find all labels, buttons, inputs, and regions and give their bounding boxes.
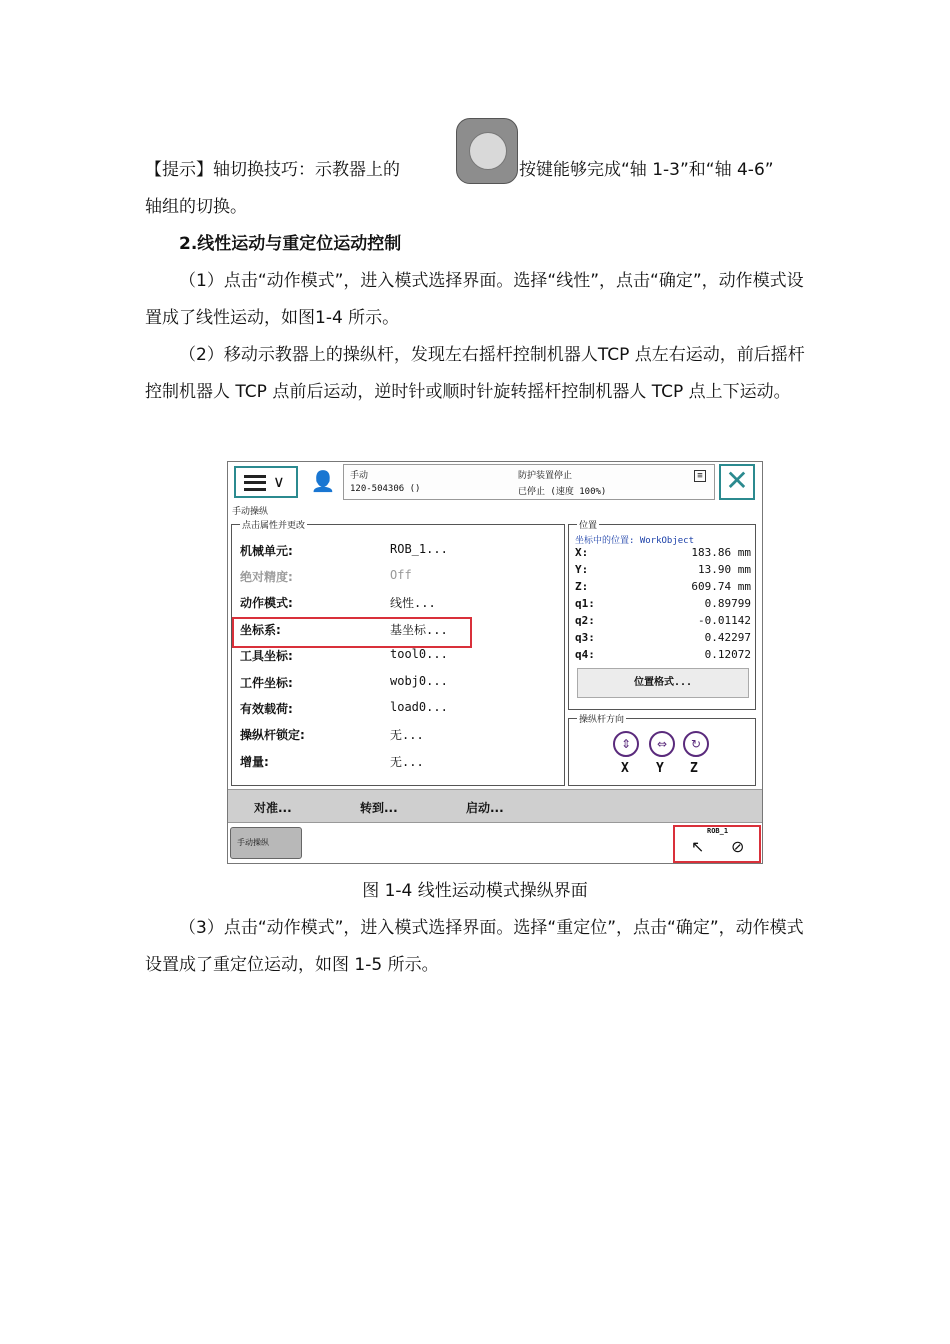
prop-label: 增量: — [240, 755, 269, 769]
position-key: X: — [575, 546, 589, 559]
prop-label: 工件坐标: — [240, 676, 293, 690]
position-key: q4: — [575, 648, 595, 661]
status-state: 已停止 (速度 100%) — [518, 487, 607, 497]
chevron-down-icon: ∨ — [273, 472, 285, 491]
enable-button[interactable]: 启动... — [466, 801, 504, 815]
action-bar — [228, 789, 762, 823]
axis-switch-key-icon — [456, 118, 518, 184]
quickset-rob-box[interactable] — [673, 825, 761, 863]
prop-label: 动作模式: — [240, 596, 293, 610]
joystick-updown-icon: ⇕ — [613, 731, 639, 757]
window-title: 手动操纵 — [232, 507, 269, 517]
position-key: q3: — [575, 631, 595, 644]
prop-value: 无... — [390, 755, 424, 769]
main-menu-button[interactable] — [234, 466, 298, 498]
prop-row-absolute-accuracy — [238, 563, 558, 589]
joystick-title: 操纵杆方向 — [577, 712, 626, 725]
position-group — [568, 521, 756, 710]
status-bar — [343, 464, 715, 500]
prop-value: load0... — [390, 700, 448, 714]
position-subtitle: 坐标中的位置: WorkObject — [575, 536, 695, 546]
prop-row-payload[interactable] — [238, 695, 558, 721]
position-value: 0.89799 — [704, 597, 751, 610]
prop-row-joystick-lock[interactable] — [238, 721, 558, 747]
tip-before: 【提示】轴切换技巧：示教器上的 — [145, 160, 400, 180]
position-format-button[interactable]: 位置格式... — [577, 668, 749, 698]
prop-row-increment[interactable] — [238, 748, 558, 774]
prop-value: 线性... — [390, 596, 436, 610]
joystick-label-y: Y — [656, 761, 664, 776]
joystick-label-z: Z — [690, 761, 698, 776]
prop-label: 机械单元: — [240, 544, 293, 558]
prop-row-mechanical-unit[interactable] — [238, 537, 558, 563]
position-title: 位置 — [577, 518, 599, 531]
jogging-task-button[interactable]: 手动操纵 — [230, 827, 302, 859]
position-row — [575, 614, 751, 631]
position-row — [575, 580, 751, 597]
position-key: Y: — [575, 563, 589, 576]
increment-off-icon: ⊘ — [731, 837, 745, 856]
prop-row-motion-mode[interactable] — [238, 589, 558, 615]
position-value: 13.90 mm — [698, 563, 751, 576]
prop-value: wobj0... — [390, 674, 448, 688]
position-value: 183.86 mm — [691, 546, 751, 559]
teach-pendant-screenshot — [227, 461, 763, 864]
position-value: 609.74 mm — [691, 580, 751, 593]
position-value: 0.42297 — [704, 631, 751, 644]
paragraph-2: （2）移动示教器上的操纵杆，发现左右摇杆控制机器人TCP 点左右运动，前后摇杆控制机器人 TCP 点前后运动，逆时针或顺时针旋转摇杆控制机器人 TCP 点上下运动。 — [145, 345, 805, 402]
position-key: q1: — [575, 597, 595, 610]
event-log-icon[interactable]: ≡ — [694, 470, 706, 482]
joystick-rotate-icon: ↻ — [683, 731, 709, 757]
position-row — [575, 563, 751, 580]
hamburger-icon — [244, 475, 266, 491]
status-guard: 防护装置停止 — [518, 471, 573, 481]
goto-button[interactable]: 转到... — [360, 801, 398, 815]
joystick-leftright-icon: ⇔ — [649, 731, 675, 757]
coordinate-system-highlight — [232, 617, 472, 648]
position-row — [575, 546, 751, 563]
position-key: Z: — [575, 580, 589, 593]
linear-motion-icon: ↖ — [691, 837, 705, 856]
prop-label: 工具坐标: — [240, 649, 293, 663]
properties-title: 点击属性并更改 — [240, 518, 307, 531]
position-row — [575, 648, 751, 665]
position-row — [575, 631, 751, 648]
joystick-direction-group — [568, 715, 756, 786]
paragraph-3: （3）点击“动作模式”，进入模式选择界面。选择“重定位”，点击“确定”，动作模式设置成了重定位运动，如图 1-5 所示。 — [145, 918, 804, 975]
prop-value: ROB_1... — [390, 542, 448, 556]
close-button[interactable]: ✕ — [719, 464, 755, 500]
status-mode: 手动 — [350, 471, 369, 481]
position-key: q2: — [575, 614, 595, 627]
prop-label: 有效载荷: — [240, 702, 293, 716]
prop-label: 绝对精度: — [240, 570, 293, 584]
user-info-icon[interactable]: 👤 — [310, 469, 336, 493]
joystick-label-x: X — [621, 761, 629, 776]
status-id: 120-504306 () — [350, 484, 421, 494]
prop-row-workobject[interactable] — [238, 669, 558, 695]
tip-after: 按键能够完成“轴 1-3”和“轴 4-6” — [519, 160, 774, 180]
properties-group — [231, 521, 565, 786]
rob-label: ROB_1 — [707, 827, 729, 835]
figure-caption: 图 1-4 线性运动模式操纵界面 — [362, 881, 588, 901]
section-heading: 2.线性运动与重定位运动控制 — [179, 234, 402, 254]
position-value: 0.12072 — [704, 648, 751, 661]
position-row — [575, 597, 751, 614]
paragraph-1: （1）点击“动作模式”，进入模式选择界面。选择“线性”，点击“确定”，动作模式设置成了线性运动，如图1-4 所示。 — [145, 271, 804, 328]
prop-label: 坐标系: — [240, 623, 281, 637]
prop-value: 基坐标... — [390, 623, 448, 637]
prop-value: Off — [390, 568, 412, 582]
prop-value: tool0... — [390, 647, 448, 661]
align-button[interactable]: 对准... — [254, 801, 292, 815]
tip-line-2: 轴组的切换。 — [145, 197, 247, 217]
prop-label: 操纵杆锁定: — [240, 728, 305, 742]
prop-value: 无... — [390, 728, 424, 742]
position-value: -0.01142 — [698, 614, 751, 627]
